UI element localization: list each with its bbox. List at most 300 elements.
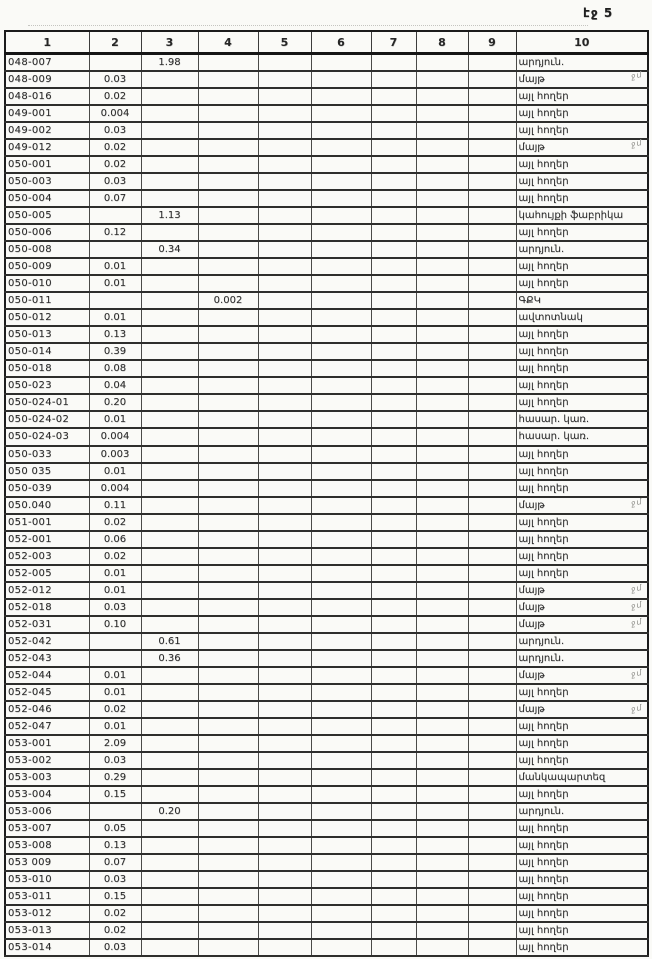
cell-col6 [311,309,371,326]
table-row [5,258,648,275]
cell-col6 [311,667,371,684]
cell-col6 [311,650,371,667]
cell-code: 053 009 [5,854,89,871]
cell-area-col2: 0.07 [89,854,141,871]
cell-area-col4 [198,428,258,445]
cell-col7 [371,122,416,139]
table-row [5,394,648,411]
cell-area-col3 [141,122,198,139]
cell-area-col4 [198,360,258,377]
land-parcel-table [4,30,649,957]
cell-col7 [371,224,416,241]
table-row [5,343,648,360]
cell-land-use: մայթ [516,616,648,633]
cell-col5 [258,139,311,156]
table-row [5,309,648,326]
cell-area-col2: 0.02 [89,905,141,922]
cell-land-use: մայթ [516,497,648,514]
cell-col9 [468,394,516,411]
cell-area-col3 [141,531,198,548]
cell-area-col3 [141,173,198,190]
cell-col5 [258,650,311,667]
cell-col9 [468,939,516,956]
cell-area-col3 [141,258,198,275]
cell-col9 [468,650,516,667]
cell-col9 [468,905,516,922]
cell-code: 050-024-03 [5,428,89,445]
cell-area-col2: 0.02 [89,701,141,718]
cell-area-col4 [198,684,258,701]
cell-col9 [468,428,516,445]
cell-col7 [371,394,416,411]
cell-land-use: այլ հողեր [516,905,648,922]
table-row [5,599,648,616]
cell-code: 050-004 [5,190,89,207]
cell-col9 [468,531,516,548]
cell-area-col3 [141,871,198,888]
cell-col6 [311,275,371,292]
cell-area-col3: 1.13 [141,207,198,224]
cell-col6 [311,480,371,497]
cell-col5 [258,224,311,241]
cell-col9 [468,190,516,207]
cell-col5 [258,531,311,548]
cell-area-col2: 0.01 [89,667,141,684]
cell-area-col4 [198,888,258,905]
cell-col7 [371,599,416,616]
cell-col5 [258,309,311,326]
table-row [5,71,648,88]
cell-area-col2: 0.02 [89,548,141,565]
table-row [5,922,648,939]
cell-col9 [468,275,516,292]
cell-col9 [468,139,516,156]
margin-annotation: ջմ [630,582,644,595]
cell-land-use: մայթ [516,667,648,684]
cell-area-col4 [198,71,258,88]
cell-code: 052-001 [5,531,89,548]
cell-col8 [416,684,468,701]
cell-col9 [468,548,516,565]
margin-annotation: ջմ [630,617,644,629]
cell-col8 [416,514,468,531]
cell-col8 [416,565,468,582]
cell-area-col4 [198,786,258,803]
cell-col5 [258,377,311,394]
cell-col6 [311,939,371,956]
cell-area-col2: 0.13 [89,326,141,343]
cell-col5 [258,463,311,480]
cell-col6 [311,820,371,837]
cell-land-use: այլ հողեր [516,275,648,292]
table-row [5,871,648,888]
cell-col6 [311,88,371,105]
cell-code: 052-046 [5,701,89,718]
cell-col5 [258,582,311,599]
cell-area-col4 [198,582,258,599]
margin-annotation: ջմ [630,702,644,714]
cell-col7 [371,207,416,224]
cell-col9 [468,514,516,531]
cell-col9 [468,258,516,275]
cell-col7 [371,105,416,122]
cell-col5 [258,854,311,871]
cell-land-use: այլ հողեր [516,224,648,241]
cell-area-col2: 0.02 [89,514,141,531]
cell-land-use: այլ հողեր [516,888,648,905]
cell-land-use: այլ հողեր [516,156,648,173]
cell-col7 [371,190,416,207]
cell-col9 [468,922,516,939]
cell-col8 [416,667,468,684]
cell-col8 [416,292,468,309]
cell-col6 [311,190,371,207]
cell-area-col2: 0.15 [89,786,141,803]
cell-col9 [468,377,516,394]
cell-area-col3 [141,190,198,207]
cell-col7 [371,837,416,854]
table-row [5,497,648,514]
cell-code: 052-005 [5,565,89,582]
cell-area-col3 [141,684,198,701]
cell-col5 [258,514,311,531]
cell-code: 052-043 [5,650,89,667]
cell-col8 [416,769,468,786]
table-row [5,139,648,156]
table-row [5,446,648,463]
cell-area-col2: 0.10 [89,616,141,633]
cell-area-col3 [141,343,198,360]
table-row [5,837,648,854]
cell-col6 [311,684,371,701]
cell-area-col2: 0.03 [89,71,141,88]
cell-col6 [311,446,371,463]
column-header-1: 1 [5,31,89,54]
cell-col6 [311,531,371,548]
cell-land-use: այլ հողեր [516,752,648,769]
cell-area-col3 [141,888,198,905]
cell-col8 [416,54,468,72]
cell-land-use: մայթ [516,139,648,156]
cell-col7 [371,173,416,190]
cell-code: 050-039 [5,480,89,497]
header-row [5,31,648,54]
column-header-3: 3 [141,31,198,54]
cell-code: 052-031 [5,616,89,633]
cell-col8 [416,650,468,667]
cell-land-use: ԳՔԿ [516,292,648,309]
cell-land-use: արդյուն. [516,650,648,667]
cell-area-col4 [198,241,258,258]
cell-land-use: այլ հողեր [516,394,648,411]
cell-area-col2 [89,207,141,224]
table-row [5,905,648,922]
cell-col6 [311,105,371,122]
cell-col5 [258,326,311,343]
cell-col5 [258,905,311,922]
cell-col9 [468,667,516,684]
cell-col5 [258,173,311,190]
cell-area-col4 [198,377,258,394]
cell-area-col3: 0.61 [141,633,198,650]
cell-col6 [311,241,371,258]
cell-area-col3 [141,88,198,105]
table-row [5,786,648,803]
cell-area-col4 [198,905,258,922]
cell-col8 [416,854,468,871]
cell-area-col3 [141,820,198,837]
table-row [5,292,648,309]
cell-col8 [416,939,468,956]
table-row [5,769,648,786]
cell-col7 [371,411,416,428]
cell-land-use: մայթ [516,599,648,616]
cell-col7 [371,343,416,360]
cell-area-col3 [141,309,198,326]
cell-area-col4 [198,411,258,428]
cell-area-col2: 0.06 [89,531,141,548]
cell-col8 [416,105,468,122]
cell-area-col2: 0.20 [89,394,141,411]
cell-area-col3 [141,446,198,463]
cell-col5 [258,292,311,309]
cell-area-col2: 0.02 [89,922,141,939]
cell-col6 [311,71,371,88]
table-row [5,514,648,531]
cell-col7 [371,582,416,599]
column-header-8: 8 [416,31,468,54]
cell-col7 [371,377,416,394]
cell-area-col3 [141,837,198,854]
cell-col7 [371,156,416,173]
cell-area-col4 [198,480,258,497]
cell-code: 053-004 [5,786,89,803]
cell-col5 [258,394,311,411]
cell-area-col2: 0.01 [89,582,141,599]
column-header-6: 6 [311,31,371,54]
cell-code: 050-006 [5,224,89,241]
cell-col8 [416,582,468,599]
cell-col6 [311,854,371,871]
cell-col9 [468,207,516,224]
cell-area-col4 [198,752,258,769]
cell-area-col3 [141,548,198,565]
cell-code: 053-007 [5,820,89,837]
cell-col6 [311,837,371,854]
page-number-label: էջ 5 [583,6,614,20]
cell-col8 [416,241,468,258]
cell-code: 052-018 [5,599,89,616]
cell-area-col4 [198,258,258,275]
cell-col9 [468,463,516,480]
cell-col8 [416,820,468,837]
cell-area-col3 [141,224,198,241]
table-row [5,548,648,565]
cell-area-col2: 0.01 [89,275,141,292]
cell-land-use: մայթ [516,582,648,599]
cell-code: 050.040 [5,497,89,514]
cell-col7 [371,854,416,871]
cell-area-col4 [198,514,258,531]
table-row [5,718,648,735]
cell-area-col3 [141,394,198,411]
cell-area-col3 [141,582,198,599]
column-header-5: 5 [258,31,311,54]
cell-col9 [468,565,516,582]
cell-col7 [371,428,416,445]
cell-col7 [371,922,416,939]
table-row [5,735,648,752]
cell-col7 [371,820,416,837]
cell-col5 [258,684,311,701]
cell-col7 [371,514,416,531]
cell-col9 [468,718,516,735]
cell-land-use: այլ հողեր [516,684,648,701]
table-row [5,480,648,497]
cell-code: 053-013 [5,922,89,939]
cell-col5 [258,105,311,122]
cell-area-col4 [198,156,258,173]
cell-code: 048-009 [5,71,89,88]
cell-area-col3 [141,752,198,769]
cell-land-use: այլ հողեր [516,565,648,582]
cell-area-col3 [141,105,198,122]
cell-col8 [416,735,468,752]
cell-area-col3 [141,718,198,735]
column-header-7: 7 [371,31,416,54]
cell-code: 052-047 [5,718,89,735]
cell-land-use: այլ հողեր [516,360,648,377]
margin-annotation: ջմ [630,497,644,509]
cell-col7 [371,633,416,650]
cell-area-col3 [141,735,198,752]
cell-area-col2: 0.07 [89,190,141,207]
cell-col7 [371,275,416,292]
table-row [5,633,648,650]
cell-land-use: հասար. կառ. [516,428,648,445]
cell-col8 [416,190,468,207]
cell-col9 [468,871,516,888]
cell-col5 [258,428,311,445]
cell-area-col4 [198,463,258,480]
cell-col8 [416,343,468,360]
cell-code: 053-010 [5,871,89,888]
cell-col8 [416,224,468,241]
cell-code: 050 035 [5,463,89,480]
cell-area-col3 [141,292,198,309]
cell-area-col4 [198,394,258,411]
cell-code: 052-044 [5,667,89,684]
cell-area-col3 [141,769,198,786]
cell-col7 [371,463,416,480]
cell-col5 [258,411,311,428]
cell-col6 [311,224,371,241]
cell-area-col3 [141,377,198,394]
cell-area-col3: 0.20 [141,803,198,820]
cell-col7 [371,735,416,752]
cell-area-col4 [198,616,258,633]
cell-area-col2: 0.01 [89,258,141,275]
cell-col6 [311,360,371,377]
table-row [5,428,648,445]
cell-area-col4 [198,54,258,72]
cell-col5 [258,480,311,497]
cell-col6 [311,173,371,190]
margin-annotation: ջմ [630,599,644,612]
cell-code: 050-009 [5,258,89,275]
cell-area-col2: 0.03 [89,599,141,616]
cell-land-use: այլ հողեր [516,258,648,275]
cell-code: 052-003 [5,548,89,565]
cell-code: 052-042 [5,633,89,650]
cell-land-use: մանկապարտեզ [516,769,648,786]
cell-col7 [371,497,416,514]
cell-code: 050-014 [5,343,89,360]
cell-col6 [311,326,371,343]
cell-col7 [371,139,416,156]
cell-col9 [468,292,516,309]
cell-col7 [371,871,416,888]
cell-area-col3 [141,701,198,718]
cell-area-col3: 0.34 [141,241,198,258]
cell-col5 [258,616,311,633]
cell-col9 [468,122,516,139]
table-row [5,156,648,173]
cell-land-use: մայթ [516,71,648,88]
cell-col6 [311,54,371,72]
cell-area-col2: 0.03 [89,939,141,956]
cell-col9 [468,837,516,854]
table-row [5,190,648,207]
table-row [5,684,648,701]
cell-col7 [371,701,416,718]
cell-col5 [258,837,311,854]
cell-col9 [468,224,516,241]
cell-col8 [416,428,468,445]
cell-col6 [311,735,371,752]
cell-col8 [416,394,468,411]
cell-land-use: այլ հողեր [516,939,648,956]
cell-area-col2: 0.01 [89,411,141,428]
cell-col8 [416,326,468,343]
cell-col7 [371,786,416,803]
cell-col5 [258,275,311,292]
cell-col5 [258,922,311,939]
cell-col8 [416,718,468,735]
cell-col8 [416,531,468,548]
cell-col9 [468,88,516,105]
table-row [5,939,648,956]
cell-col5 [258,497,311,514]
cell-col8 [416,633,468,650]
cell-col8 [416,922,468,939]
cell-land-use: այլ հողեր [516,820,648,837]
cell-land-use: կահույքի ֆաբրիկա [516,207,648,224]
cell-land-use: մայթ [516,701,648,718]
cell-area-col4 [198,497,258,514]
cell-area-col2: 0.01 [89,463,141,480]
cell-col5 [258,735,311,752]
cell-area-col3: 1.98 [141,54,198,72]
cell-col8 [416,752,468,769]
cell-area-col4 [198,599,258,616]
cell-area-col3: 0.36 [141,650,198,667]
cell-col5 [258,343,311,360]
cell-col9 [468,343,516,360]
cell-area-col4 [198,326,258,343]
cell-area-col4 [198,565,258,582]
cell-area-col3 [141,71,198,88]
